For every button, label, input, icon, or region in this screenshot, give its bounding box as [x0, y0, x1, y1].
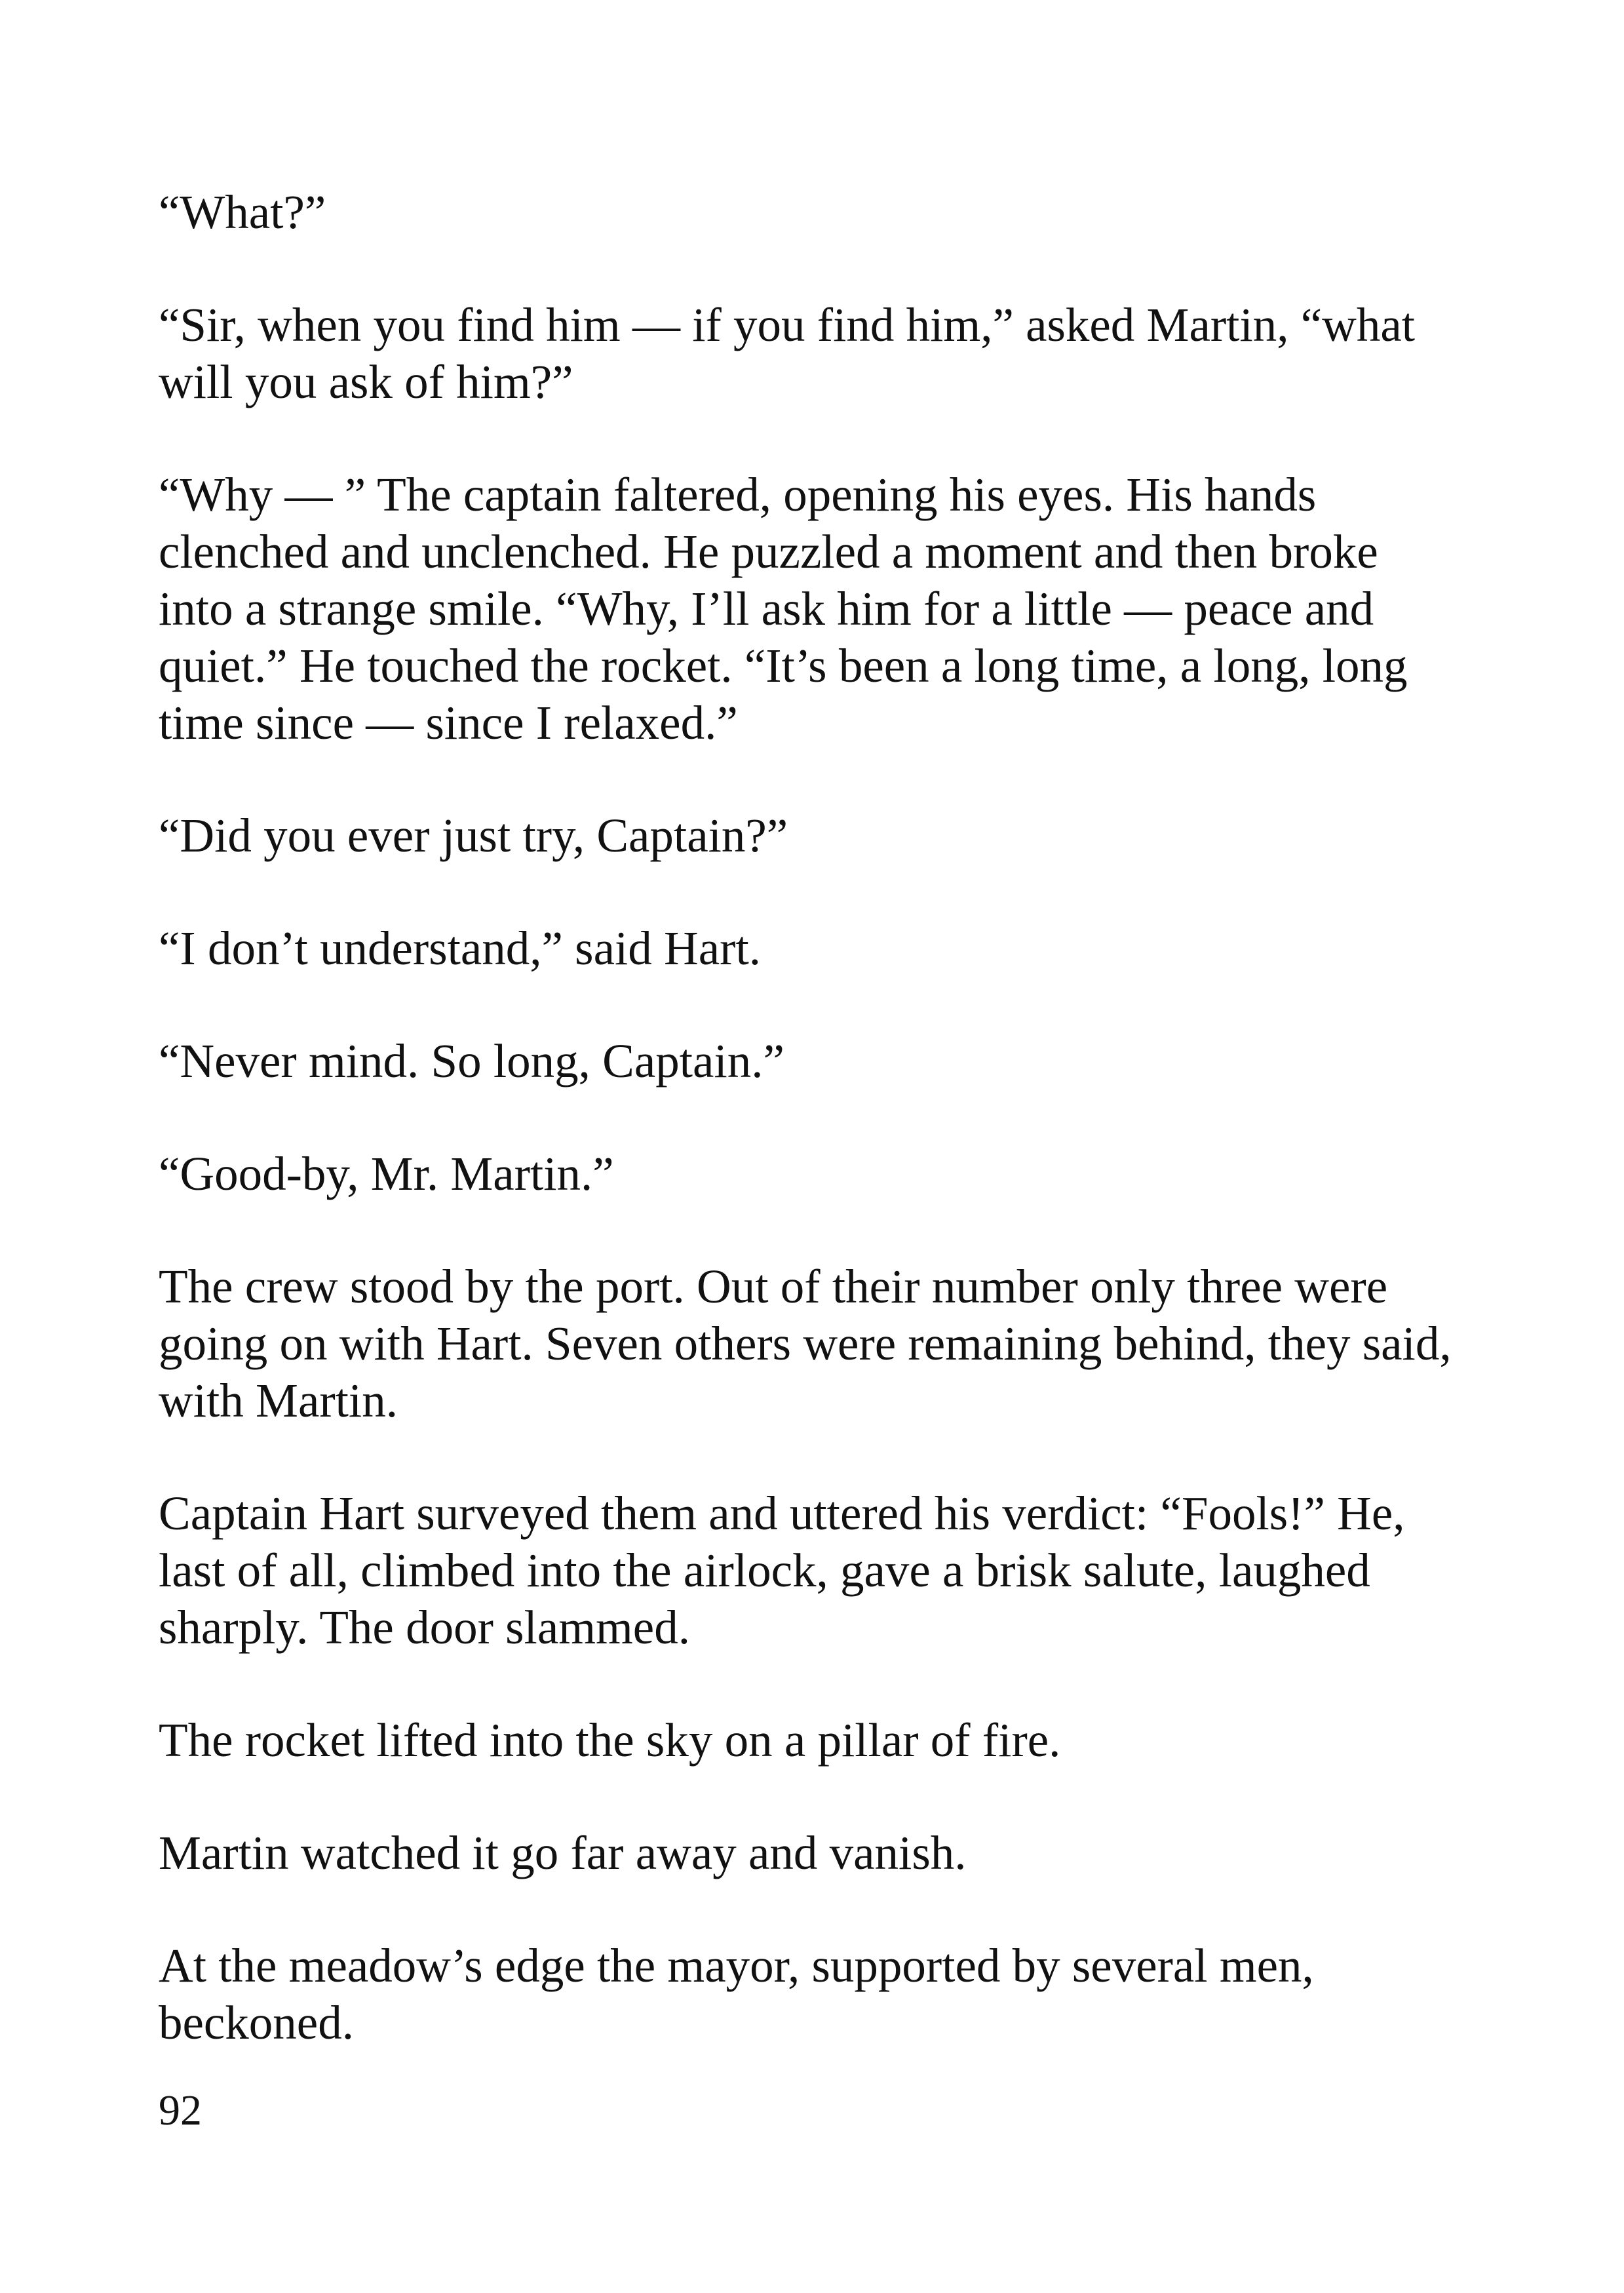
paragraph-7: “Good-by, Mr. Martin.”: [159, 1147, 614, 1200]
paragraph-3: “Why — ” The captain faltered, opening his eyes. His hands clenched and unclenched. He puzzled a moment and then broke into a strange smile. “Why, I’ll ask him for a little — peace and quiet.” He touched the rocket. “It’s been a long time, a long, long time since — since I relaxed.”: [159, 468, 1408, 749]
paragraph-4: “Did you ever just try, Captain?”: [159, 809, 788, 862]
paragraph-10: The rocket lifted into the sky on a pillar of fire.: [159, 1714, 1061, 1767]
paragraph-8: The crew stood by the port. Out of their number only three were going on with Hart. Seven others were remaining behind, they said, with Martin.: [159, 1260, 1452, 1427]
paragraph-12: At the meadow’s edge the mayor, supported by several men, beckoned.: [159, 1939, 1314, 2049]
paragraph-2: “Sir, when you find him — if you find him,” asked Martin, “what will you ask of him?”: [159, 298, 1416, 408]
paragraph-1: “What?”: [159, 186, 326, 239]
paragraph-5: “I don’t understand,” said Hart.: [159, 922, 761, 975]
paragraph-9: Captain Hart surveyed them and uttered his verdict: “Fools!” He, last of all, climbed into the airlock, gave a brisk salute, laughed sharply. The door slammed.: [159, 1487, 1405, 1654]
page-number: 92: [159, 2087, 202, 2134]
body-text: [159, 184, 1528, 2107]
paragraph-11: Martin watched it go far away and vanish.: [159, 1826, 967, 1879]
paragraph-6: “Never mind. So long, Captain.”: [159, 1034, 784, 1088]
